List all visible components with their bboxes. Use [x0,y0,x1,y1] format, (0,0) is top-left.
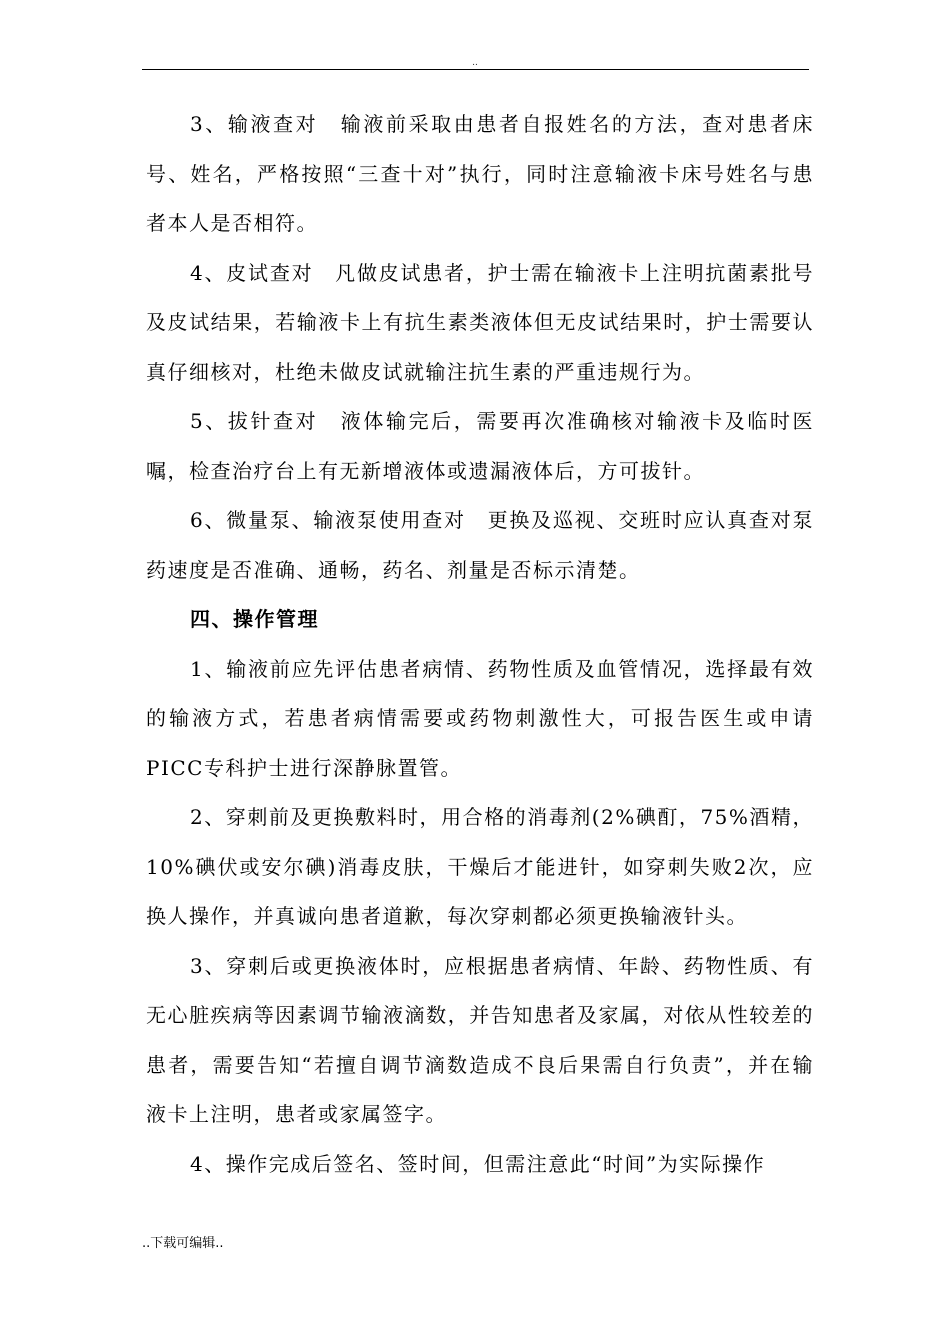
paragraph-disinfection: 2、穿刺前及更换敷料时，用合格的消毒剂(2%碘酊，75%酒精，10%碘伏或安尔碘)消毒皮肤，干燥后才能进针，如穿刺失败2次，应换人操作，并真诚向患者道歉，每次穿刺都必须更换输液针头。 [146,805,814,928]
paragraph-infusion-check: 3、输液查对 输液前采取由患者自报姓名的方法，查对患者床号、姓名，严格按照“三查十对”执行，同时注意输液卡床号姓名与患者本人是否相符。 [146,112,814,235]
header-rule [142,69,809,70]
document-body [146,100,814,1189]
footer-text: ..下载可编辑.. [142,1236,224,1251]
paragraph-pump-check: 6、微量泵、输液泵使用查对 更换及巡视、交班时应认真查对泵药速度是否准确、通畅，药名、剂量是否标示清楚。 [146,508,814,582]
paragraph-drip-rate: 3、穿刺后或更换液体时，应根据患者病情、年龄、药物性质、有无心脏疾病等因素调节输液滴数，并告知患者及家属，对依从性较差的患者，需要告知“若擅自调节滴数造成不良后果需自行负责”，并在输液卡上注明，患者或家属签字。 [146,953,814,1126]
paragraph-signature: 4、操作完成后签名、签时间，但需注意此“时间”为实际操作 [190,1151,766,1176]
paragraph-needle-removal-check: 5、拔针查对 液体输完后，需要再次准确核对输液卡及临时医嘱，检查治疗台上有无新增液体或遗漏液体后，方可拔针。 [146,409,814,483]
header-mark: .. [472,58,478,68]
section-heading-operation-management: 四、操作管理 [190,607,319,631]
paragraph-skin-test-check: 4、皮试查对 凡做皮试患者，护士需在输液卡上注明抗菌素批号及皮试结果，若输液卡上有抗生素类液体但无皮试结果时，护士需要认真仔细核对，杜绝未做皮试就输注抗生素的严重违规行为。 [146,260,814,384]
paragraph-pre-infusion-assessment: 1、输液前应先评估患者病情、药物性质及血管情况，选择最有效的输液方式，若患者病情需要或药物刺激性大，可报告医生或申请PICC专科护士进行深静脉置管。 [146,656,814,780]
